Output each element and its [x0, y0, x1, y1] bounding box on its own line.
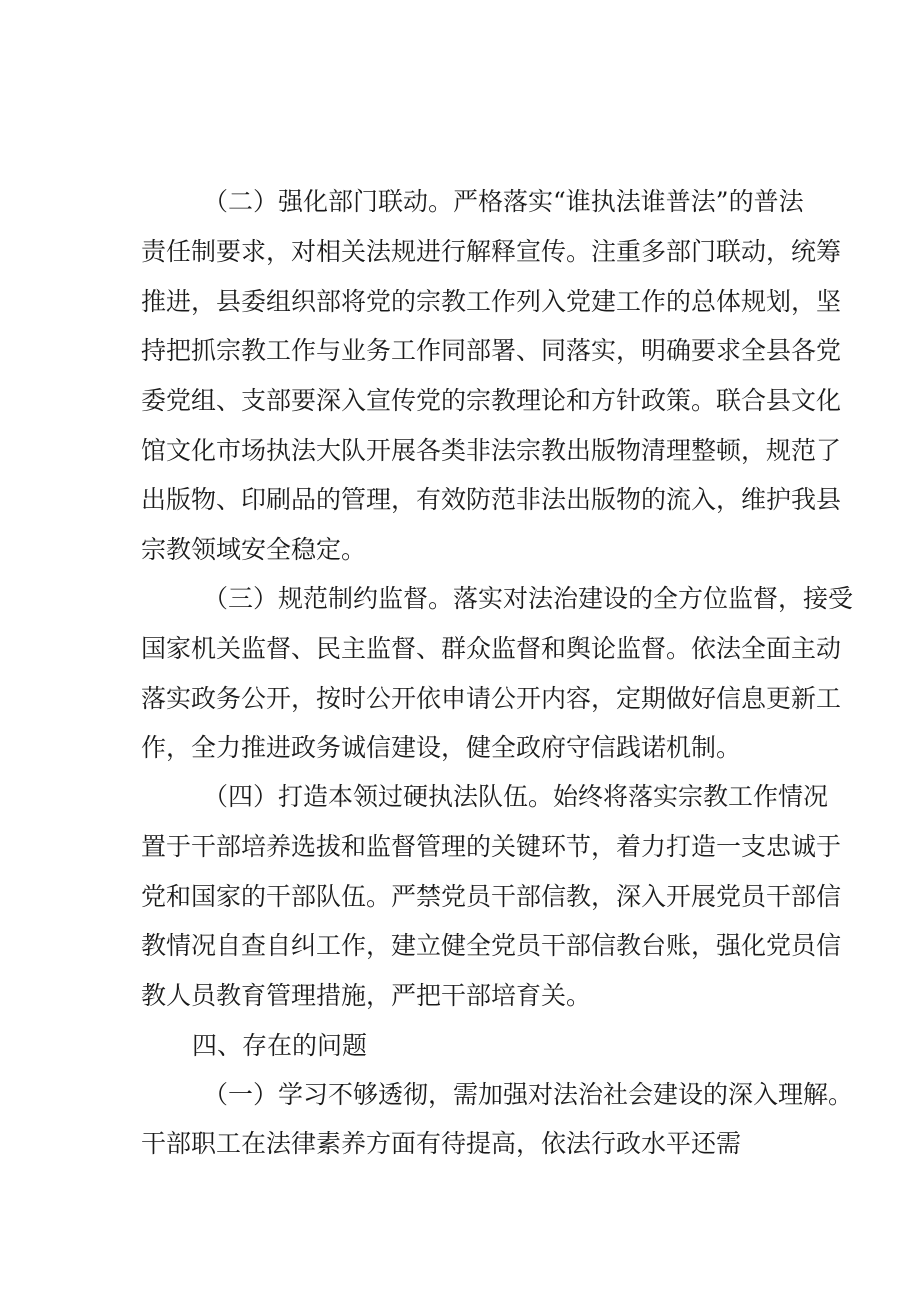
text-line: 责任制要求，对相关法规进行解释宣传。注重多部门联动，统筹	[141, 237, 842, 266]
text-line: 国家机关监督、民主监督、群众监督和舆论监督。依法全面主动	[141, 634, 842, 663]
text-line: 教人员教育管理措施，严把干部培育关。	[141, 981, 592, 1010]
text-line: 教情况自查自纠工作，建立健全党员干部信教台账，强化党员信	[141, 931, 842, 960]
text-line: （四）打造本领过硬执法队伍。始终将落实宗教工作情况	[203, 782, 829, 811]
text-line: 作，全力推进政务诚信建设，健全政府守信践诺机制。	[141, 733, 742, 762]
text-line: 落实政务公开，按时公开依申请公开内容，定期做好信息更新工	[141, 684, 842, 713]
text-line: 置于干部培养选拔和监督管理的关键环节，着力打造一支忠诚于	[141, 832, 842, 861]
text-line: 党和国家的干部队伍。严禁党员干部信教，深入开展党员干部信	[141, 882, 842, 911]
text-line: （三）规范制约监督。落实对法治建设的全方位监督，接受	[203, 584, 854, 613]
text-line: （二）强化部门联动。严格落实“谁执法谁普法”的普法	[203, 187, 804, 216]
text-line: 推进，县委组织部将党的宗教工作列入党建工作的总体规划，坚	[141, 287, 842, 316]
text-line: （一）学习不够透彻，需加强对法治社会建设的深入理解。	[203, 1080, 854, 1109]
section-heading: 四、存在的问题	[192, 1031, 368, 1060]
text-line: 委党组、支部要深入宣传党的宗教理论和方针政策。联合县文化	[141, 386, 842, 415]
text-line: 干部职工在法律素养方面有待提高，依法行政水平还需	[141, 1129, 742, 1158]
text-line: 宗教领域安全稳定。	[141, 535, 367, 564]
text-line: 馆文化市场执法大队开展各类非法宗教出版物清理整顿，规范了	[141, 436, 842, 465]
text-line: 持把抓宗教工作与业务工作同部署、同落实，明确要求全县各党	[141, 336, 842, 365]
text-line: 出版物、印刷品的管理，有效防范非法出版物的流入，维护我县	[141, 485, 842, 514]
